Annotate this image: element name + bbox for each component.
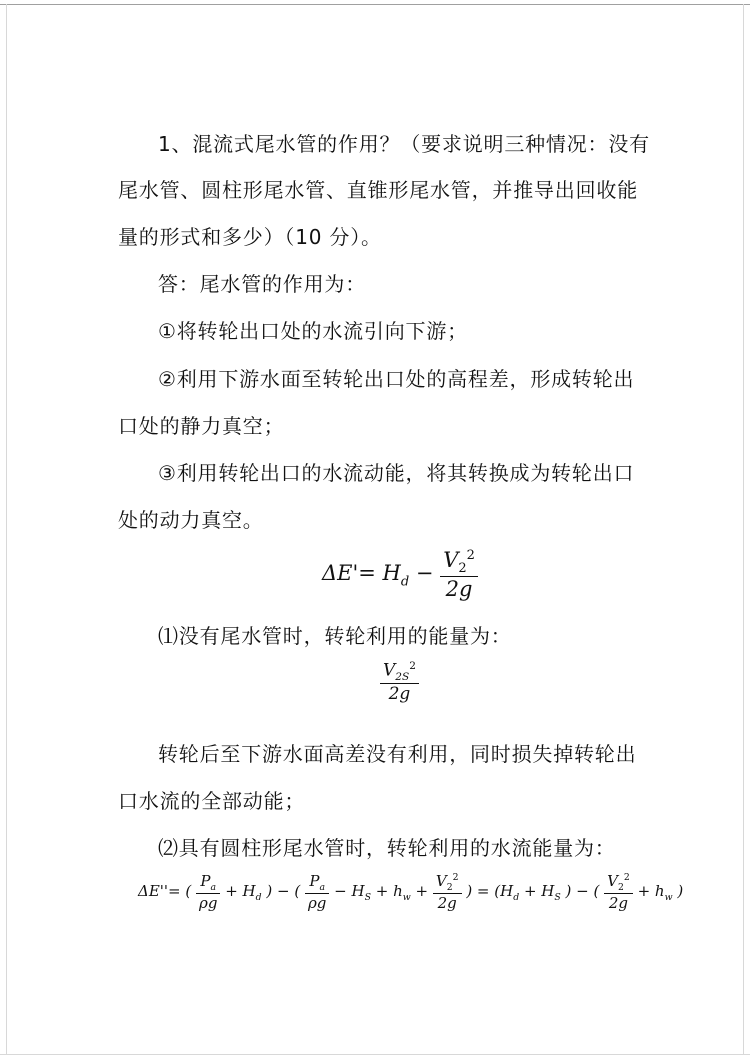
formula-1-denominator: 2g bbox=[440, 576, 478, 601]
formula-2-minus-hs: − H bbox=[334, 882, 365, 900]
formula-2-v2-2-subscript: 2 bbox=[617, 882, 624, 893]
formula-2-eq-mid: ) = (H bbox=[466, 882, 514, 900]
formula-2-v2-1-subscript: 2 bbox=[446, 882, 453, 893]
energy-formula-1 bbox=[322, 548, 478, 601]
energy-formula-2 bbox=[138, 872, 683, 912]
formula-2-hd-subscript: d bbox=[255, 892, 262, 903]
formula-2-plus-hw-2: + h bbox=[637, 882, 665, 900]
formula-2-hw-subscript: w bbox=[402, 892, 411, 903]
formula-1-numerator-superscript: 2 bbox=[466, 548, 475, 563]
question-line-2: 尾水管、圆柱形尾水管、直锥形尾水管，并推导出回收能 bbox=[118, 178, 638, 202]
case-1-numerator: V bbox=[383, 660, 396, 681]
formula-1-lhs: ΔE'= H bbox=[322, 561, 401, 586]
answer-item-3-line-2: 处的动力真空。 bbox=[118, 508, 264, 532]
formula-2-2g-1: 2g bbox=[433, 893, 462, 912]
formula-2-v2-1: V bbox=[435, 872, 447, 890]
formula-2-v2-2-superscript: 2 bbox=[623, 872, 630, 883]
formula-2-v2-2: V bbox=[607, 872, 618, 890]
formula-2-rho-g-2: ρg bbox=[305, 893, 329, 912]
formula-2-plus-hd: + H bbox=[225, 882, 256, 900]
formula-2-fraction-v2-1 bbox=[433, 872, 462, 912]
formula-2-fraction-pa-1 bbox=[196, 872, 220, 912]
formula-2-pa-2-subscript: a bbox=[319, 882, 325, 893]
formula-2-pa-2: P bbox=[309, 872, 320, 890]
formula-2-v2-1-superscript: 2 bbox=[452, 872, 459, 883]
answer-item-2-line-2: 口处的静力真空； bbox=[118, 414, 285, 438]
formula-2-hd-subscript-2: d bbox=[513, 892, 520, 903]
case-2-heading: ⑵具有圆柱形尾水管时，转轮利用的水流能量为： bbox=[158, 836, 616, 860]
formula-1-numerator-subscript: 2 bbox=[458, 561, 467, 577]
formula-1-numerator: V bbox=[443, 548, 459, 572]
formula-2-mid: ) − ( bbox=[266, 882, 301, 900]
formula-2-fraction-pa-2 bbox=[305, 872, 329, 912]
left-border bbox=[6, 4, 7, 1054]
formula-2-hs-subscript: S bbox=[364, 892, 371, 903]
bottom-border bbox=[0, 1054, 750, 1055]
formula-2-pa-1-subscript: a bbox=[210, 882, 217, 893]
question-line-1: 1、混流式尾水管的作用？（要求说明三种情况：没有 bbox=[158, 132, 650, 156]
formula-1-minus: − bbox=[415, 561, 434, 586]
case-1-numerator-subscript: 2S bbox=[395, 671, 410, 684]
formula-1-lhs-subscript: d bbox=[400, 574, 410, 590]
case-1-formula bbox=[380, 660, 419, 704]
case-1-fraction bbox=[380, 660, 419, 704]
formula-2-hw-subscript-2: w bbox=[664, 892, 673, 903]
formula-2-close-minus: ) − ( bbox=[565, 882, 600, 900]
answer-intro: 答：尾水管的作用为： bbox=[158, 272, 366, 296]
answer-item-2-line-1: ②利用下游水面至转轮出口处的高程差，形成转轮出 bbox=[158, 367, 635, 391]
right-border bbox=[743, 4, 744, 1054]
answer-item-1: ①将转轮出口处的水流引向下游； bbox=[158, 319, 468, 343]
answer-item-3-line-1: ③利用转轮出口的水流动能，将其转换成为转轮出口 bbox=[158, 461, 635, 485]
question-line-3: 量的形式和多少）（10 分）。 bbox=[118, 225, 382, 249]
case-1-denominator: 2g bbox=[380, 683, 419, 704]
formula-2-lhs: ΔE''= ( bbox=[138, 882, 192, 900]
formula-2-hs-subscript-2: S bbox=[554, 892, 561, 903]
formula-2-rho-g-1: ρg bbox=[196, 893, 220, 912]
formula-2-pa-1: P bbox=[200, 872, 211, 890]
formula-2-plus-hw: + h bbox=[375, 882, 403, 900]
formula-1-fraction bbox=[440, 548, 478, 601]
formula-2-close: ) bbox=[677, 882, 684, 900]
formula-2-2g-2: 2g bbox=[604, 893, 633, 912]
formula-2-plus-hs: + H bbox=[523, 882, 555, 900]
case-1-numerator-superscript: 2 bbox=[409, 660, 416, 672]
case-1-text-line-1: 转轮后至下游水面高差没有利用，同时损失掉转轮出 bbox=[158, 742, 637, 766]
formula-2-fraction-v2-2 bbox=[604, 872, 633, 912]
case-1-heading: ⑴没有尾水管时，转轮利用的能量为： bbox=[158, 624, 512, 648]
top-border bbox=[0, 4, 750, 5]
case-1-text-line-2: 口水流的全部动能； bbox=[118, 789, 306, 813]
formula-2-plus: + bbox=[415, 882, 429, 900]
